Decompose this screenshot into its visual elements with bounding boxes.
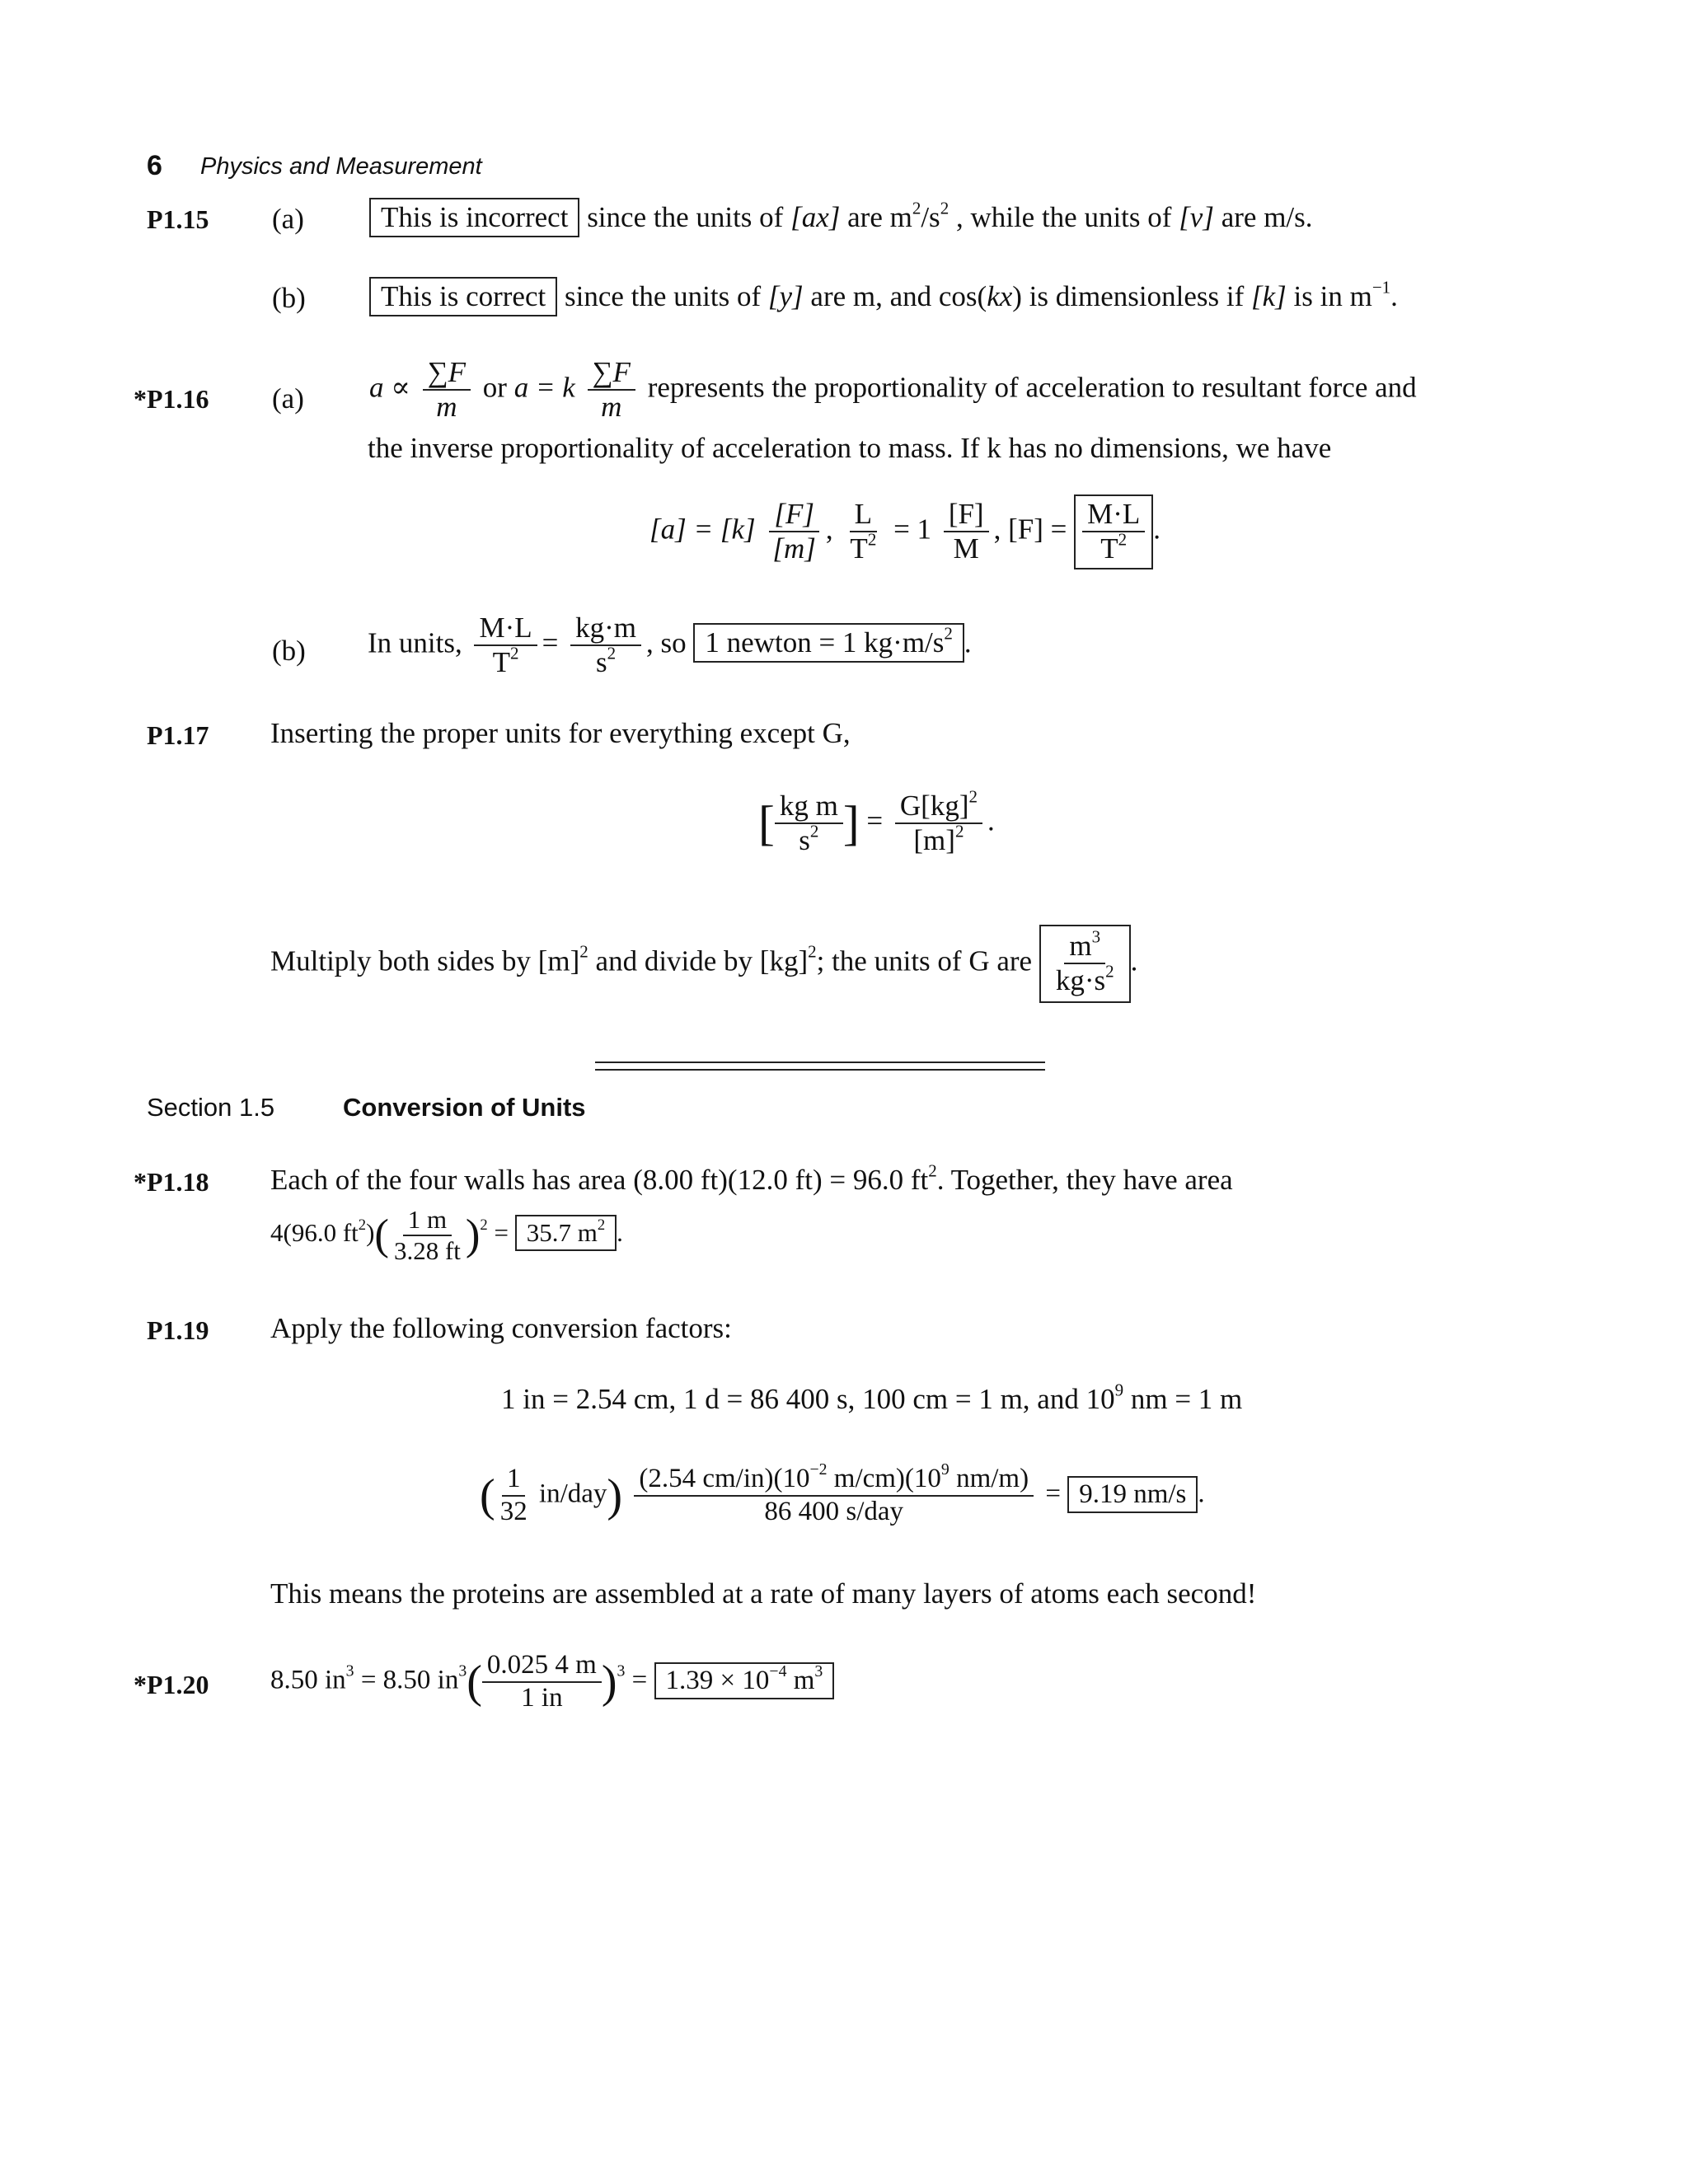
problem-label-p1-20: *P1.20 [134, 1670, 209, 1699]
answer-box: 9.19 nm/s [1067, 1476, 1198, 1513]
text: represents the proportionality of acceleration to resultant force and [647, 371, 1417, 404]
text: is in m [1293, 280, 1372, 312]
text: s [596, 646, 607, 679]
text: m [793, 1665, 815, 1695]
problem-label-p1-16: *P1.16 [134, 384, 209, 414]
text: In units, [368, 626, 462, 659]
symbol: a ∝ [369, 371, 410, 404]
denominator: $T^2$ [1100, 529, 1128, 565]
exponent: −1 [1372, 277, 1391, 298]
p1-15-a-line: This is incorrect since the units of [ax] are $m^2/s^2$ , while the units of [v] are m/s. [369, 198, 1313, 237]
numerator: ∑F [588, 356, 635, 391]
text: kg·s [1055, 964, 1106, 997]
p1-16-equation: [a] = [k] $\frac{[F]}{[m]}$ , $\frac{L}{T^2}$ = 1 $\frac{[F]}{M}$ , [F] = $\frac{M\cdot L}{T^2}$ . [649, 494, 1160, 569]
denominator: M [953, 532, 979, 565]
text: m/cm)(10 [833, 1464, 941, 1493]
numerator: G[kg]$^2$ [895, 790, 982, 824]
symbol: a = k [513, 371, 575, 404]
p1-19-equation: ( $\frac{1}{32}$ in/day) $\frac{(2.54 cm/in)(10^{-2} m/cm)(10^9 nm/m)}{\text{86 400 s/day}}$ = 9.19 nm/s . [480, 1460, 1205, 1526]
text: T [1100, 532, 1118, 565]
text: ) is dimensionless if [1012, 280, 1245, 312]
text: /s [921, 201, 940, 233]
problem-label-p1-19: P1.19 [147, 1315, 209, 1345]
p1-17-equation: [ $\frac{\text{kg m}}{s^2}$ ] = $\frac{G[kg]^2}{[m]^2}$ . [758, 786, 995, 857]
text: [m] [913, 824, 955, 857]
numerator: 1 m [403, 1205, 452, 1236]
p1-17-text: Inserting the proper units for everything except G, [270, 717, 851, 749]
part-a-label: (a) [272, 203, 304, 235]
problem-label-p1-15: P1.15 [147, 204, 209, 234]
text: . [1390, 280, 1398, 312]
p1-16-a-line [369, 356, 1417, 424]
answer-box: This is incorrect [369, 198, 579, 237]
fraction [474, 612, 537, 680]
numerator: [F] [769, 498, 819, 532]
problem-label-p1-18: *P1.18 [134, 1167, 209, 1197]
section-label: Section 1.5 [147, 1093, 275, 1122]
answer-box: This is correct [369, 277, 557, 316]
p1-19-text: Apply the following conversion factors: [270, 1312, 732, 1344]
page-number: 6 [147, 150, 162, 181]
numerator: kg m [775, 790, 843, 824]
p1-19-conclusion: This means the proteins are assembled at a rate of many layers of atoms each second! [270, 1577, 1257, 1610]
p1-16-b-line: In units, $\frac{M\cdot L}{T^2}$ = $\frac{kg\cdot m}{s^2}$ , so 1 newton = 1 $kg\cdot m/s^2$ . [368, 612, 972, 679]
fraction [845, 498, 881, 566]
text: , [F] = [993, 513, 1067, 546]
symbol: kx [987, 280, 1013, 312]
text: in/day [538, 1479, 607, 1509]
symbol: [y] [767, 280, 804, 312]
text: T [492, 646, 510, 679]
part-a-label: (a) [272, 382, 304, 415]
fraction [423, 356, 471, 424]
fraction [767, 498, 821, 566]
denominator: m [601, 391, 622, 424]
fraction [588, 356, 635, 424]
denominator: $T^2$ [850, 529, 877, 565]
numerator: L [850, 498, 877, 532]
text: m [1069, 930, 1092, 962]
text: are m [847, 201, 912, 233]
answer-box: 35.7 $m^2$ [515, 1215, 617, 1251]
text: 1 in = 2.54 cm, 1 d = 86 400 s, 100 cm = 1 m, and 10 [501, 1383, 1115, 1415]
numerator: (2.54 $cm/in)(10^{-2}$ $m/cm)(10^9$ nm/m) [634, 1464, 1034, 1497]
fraction [944, 498, 989, 566]
denominator: $T^2$ [492, 643, 519, 679]
running-title: Physics and Measurement [200, 153, 482, 180]
symbol: [v] [1179, 201, 1214, 233]
numerator: 1 [502, 1464, 526, 1497]
text: 35.7 m [526, 1217, 598, 1247]
section-divider [595, 1062, 1045, 1071]
answer-box: $1.39 \times 10^{-4}$ $m^3$ [654, 1662, 835, 1699]
text: nm = 1 m [1130, 1383, 1243, 1415]
numerator: kg·m [570, 612, 641, 646]
p1-18-text: Each of the four walls has area (8.00 ft)(12.0 ft) = 96.0 $ft^2$. Together, they have area [270, 1160, 1233, 1196]
problem-label-p1-17: P1.17 [147, 720, 209, 750]
section-title: Conversion of Units [343, 1093, 586, 1122]
text: 1.39 × 10 [665, 1665, 770, 1695]
denominator: 1 in [521, 1682, 563, 1713]
text: and divide by [kg] [595, 944, 809, 977]
answer-box: 1 newton = 1 $kg\cdot m/s^2$ [693, 623, 964, 663]
numerator: [F] [944, 498, 989, 532]
text: . Together, they have area [936, 1164, 1233, 1196]
denominator: $s^2$ [799, 821, 819, 857]
text: 4(96.0 ft [270, 1217, 359, 1247]
p1-20-equation: 8.50 $in^3 = 8.50$ $in^3$( $\frac{0.025 4 m}{1 in}$ )$^3 = 1.39 \times 10^{-4}$ $m^3$ [270, 1650, 834, 1714]
numerator: $m^3$ [1064, 930, 1105, 964]
text: G[kg] [899, 790, 969, 822]
p1-18-equation: 4(96.0 $ft^2$)( $\frac{1 m}{3.28 ft}$ )$^2$ = 35.7 $m^2$ . [270, 1205, 623, 1265]
part-b-label: (b) [272, 635, 306, 667]
symbol: [a] = [k] [649, 513, 756, 546]
numerator: M·L [1082, 498, 1145, 532]
text: since the units of [564, 280, 762, 312]
fraction [570, 612, 641, 680]
p1-19-factors: 1 in = 2.54 cm, 1 d = 86 400 s, 100 cm = 1 m, and $10^9$ nm = 1 m [501, 1380, 1243, 1415]
numerator: 0.025 4 m [482, 1650, 602, 1683]
text: , while the units of [955, 201, 1172, 233]
text: since the units of [587, 201, 784, 233]
denominator: $kg\cdot s^2$ [1055, 961, 1114, 997]
text: 8.50 in [270, 1665, 346, 1695]
text: (2.54 cm/in)(10 [639, 1464, 810, 1493]
text: or [482, 371, 507, 404]
answer-box [1074, 494, 1153, 569]
fraction [634, 1460, 1034, 1528]
p1-15-b-line [369, 277, 1398, 316]
numerator: M·L [474, 612, 537, 646]
denominator: $s^2$ [596, 643, 617, 679]
denominator: m [436, 391, 457, 424]
fraction [895, 786, 982, 858]
symbol: [k] [1251, 280, 1287, 312]
p1-17-multiply-line: Multiply both sides by $[m]^2$ and divide by [kg]$^2$; the units of G are $\frac{m^3}{kg\cdot s^2}$ . [270, 925, 1137, 1003]
text: T [850, 532, 868, 565]
text: are m, and cos( [810, 280, 987, 312]
text: s [799, 824, 810, 857]
denominator: 86 400 s/day [764, 1496, 904, 1526]
p1-16-a-line2: the inverse proportionality of acceleration to mass. If k has no dimensions, we have [368, 432, 1332, 464]
text: nm/m) [956, 1464, 1029, 1493]
text: Each of the four walls has area (8.00 ft)(12.0 ft) = 96.0 ft [270, 1164, 929, 1196]
text: = 1 [893, 513, 932, 546]
numerator: ∑F [423, 356, 471, 391]
denominator: $[m]^2$ [913, 821, 964, 857]
text: 1 newton = 1 kg·m/s [705, 626, 945, 659]
text: , so [646, 626, 687, 659]
exponent: −4 [769, 1661, 787, 1680]
denominator: [m] [772, 532, 816, 565]
answer-box [1039, 925, 1131, 1003]
text: Multiply both sides by [m] [270, 944, 580, 977]
text: are m/s. [1221, 201, 1313, 233]
denominator: 3.28 ft [393, 1235, 461, 1265]
symbol: [ax] [790, 201, 841, 233]
denominator: 32 [499, 1496, 528, 1526]
text: ; the units of G are [816, 944, 1033, 977]
text: = 8.50 in [360, 1665, 459, 1695]
part-b-label: (b) [272, 282, 306, 314]
